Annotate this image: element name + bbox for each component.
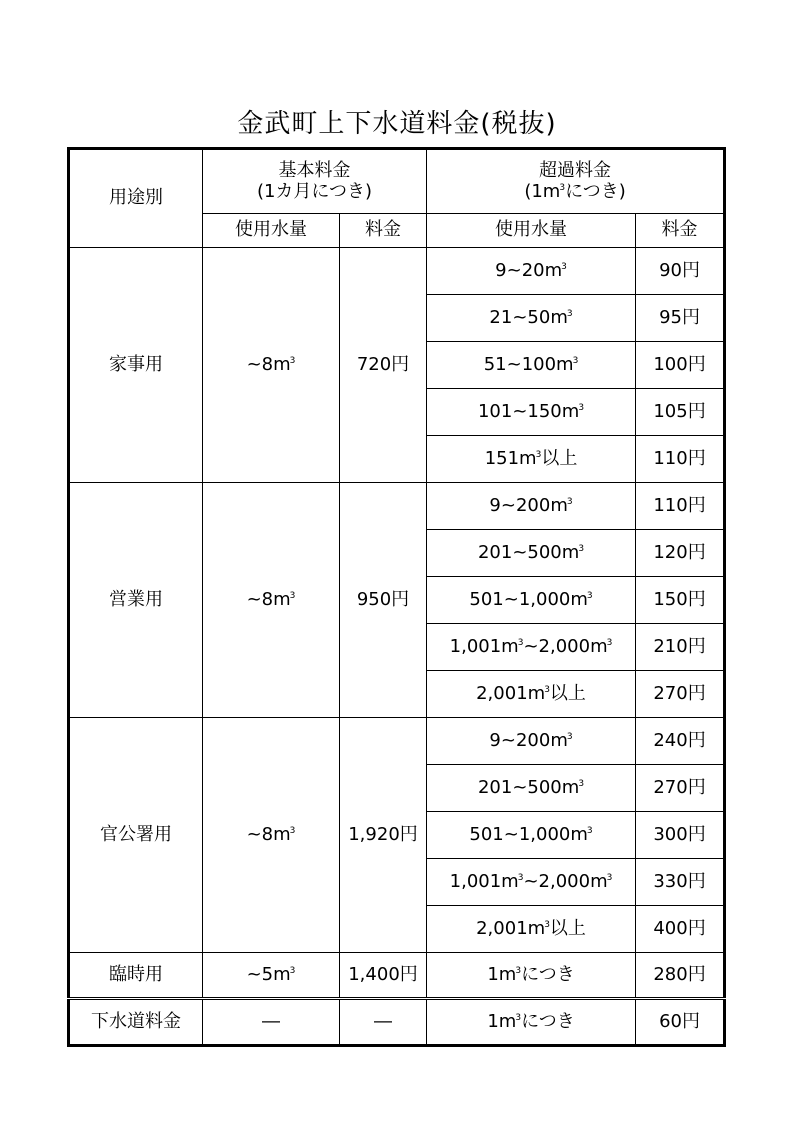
excess-usage: $51\sim 100m^3$ (427, 342, 636, 389)
excess-usage: $1m^3$につき (427, 999, 636, 1046)
header-basic (203, 149, 427, 214)
table-row (69, 718, 725, 765)
table-row (69, 483, 725, 530)
table-row-temporary (69, 953, 725, 999)
basic-usage: $\sim 8m^3$ (203, 248, 340, 483)
basic-usage: $\sim 8m^3$ (203, 483, 340, 718)
excess-usage: $151m^3$以上 (427, 436, 636, 483)
basic-fee: 720円 (340, 248, 427, 483)
header-basic-usage: 使用水量 (203, 214, 340, 248)
excess-usage: $9\sim 200m^3$ (427, 718, 636, 765)
excess-usage: $1,001m^3\sim 2,000m^3$ (427, 859, 636, 906)
excess-usage: $1m^3$につき (427, 953, 636, 999)
category-name: 官公署用 (69, 718, 203, 953)
excess-fee: 300円 (636, 812, 725, 859)
excess-fee: 60円 (636, 999, 725, 1046)
basic-usage: $\sim 8m^3$ (203, 718, 340, 953)
header-excess-fee: 料金 (636, 214, 725, 248)
table-row-sewer (69, 999, 725, 1046)
excess-fee: 270円 (636, 765, 725, 812)
excess-fee: 330円 (636, 859, 725, 906)
category-name: 家事用 (69, 248, 203, 483)
excess-usage: $2,001m^3$以上 (427, 671, 636, 718)
basic-fee: ― (340, 999, 427, 1046)
basic-usage: $\sim 5m^3$ (203, 953, 340, 999)
water-rate-table (67, 147, 726, 1047)
category-name: 下水道料金 (69, 999, 203, 1046)
header-basic-sub: (1カ月につき) (256, 180, 373, 202)
excess-fee: 210円 (636, 624, 725, 671)
header-excess-usage: 使用水量 (427, 214, 636, 248)
header-excess-sub: ($1m^3$につき) (524, 180, 626, 202)
excess-fee: 95円 (636, 295, 725, 342)
excess-usage: $2,001m^3$以上 (427, 906, 636, 953)
excess-usage: $1,001m^3\sim 2,000m^3$ (427, 624, 636, 671)
excess-fee: 120円 (636, 530, 725, 577)
header-excess-title: 超過料金 (539, 159, 612, 181)
excess-fee: 270円 (636, 671, 725, 718)
excess-usage: $501\sim 1,000m^3$ (427, 812, 636, 859)
basic-fee: 1,400円 (340, 953, 427, 999)
header-basic-fee: 料金 (340, 214, 427, 248)
excess-fee: 400円 (636, 906, 725, 953)
excess-fee: 240円 (636, 718, 725, 765)
excess-fee: 90円 (636, 248, 725, 295)
excess-fee: 100円 (636, 342, 725, 389)
category-name: 臨時用 (69, 953, 203, 999)
basic-fee: 1,920円 (340, 718, 427, 953)
excess-usage: $21\sim 50m^3$ (427, 295, 636, 342)
basic-fee: 950円 (340, 483, 427, 718)
excess-usage: $201\sim 500m^3$ (427, 530, 636, 577)
header-basic-title: 基本料金 (278, 159, 351, 181)
table-row (69, 248, 725, 295)
excess-fee: 110円 (636, 436, 725, 483)
excess-fee: 150円 (636, 577, 725, 624)
excess-fee: 110円 (636, 483, 725, 530)
page-title: 金武町上下水道料金(税抜) (237, 109, 557, 139)
excess-fee: 105円 (636, 389, 725, 436)
excess-fee: 280円 (636, 953, 725, 999)
excess-usage: $501\sim 1,000m^3$ (427, 577, 636, 624)
header-use: 用途別 (69, 149, 203, 248)
excess-usage: $9\sim 200m^3$ (427, 483, 636, 530)
header-excess (427, 149, 725, 214)
excess-usage: $9\sim 20m^3$ (427, 248, 636, 295)
excess-usage: $201\sim 500m^3$ (427, 765, 636, 812)
basic-usage: ― (203, 999, 340, 1046)
category-name: 営業用 (69, 483, 203, 718)
excess-usage: $101\sim 150m^3$ (427, 389, 636, 436)
